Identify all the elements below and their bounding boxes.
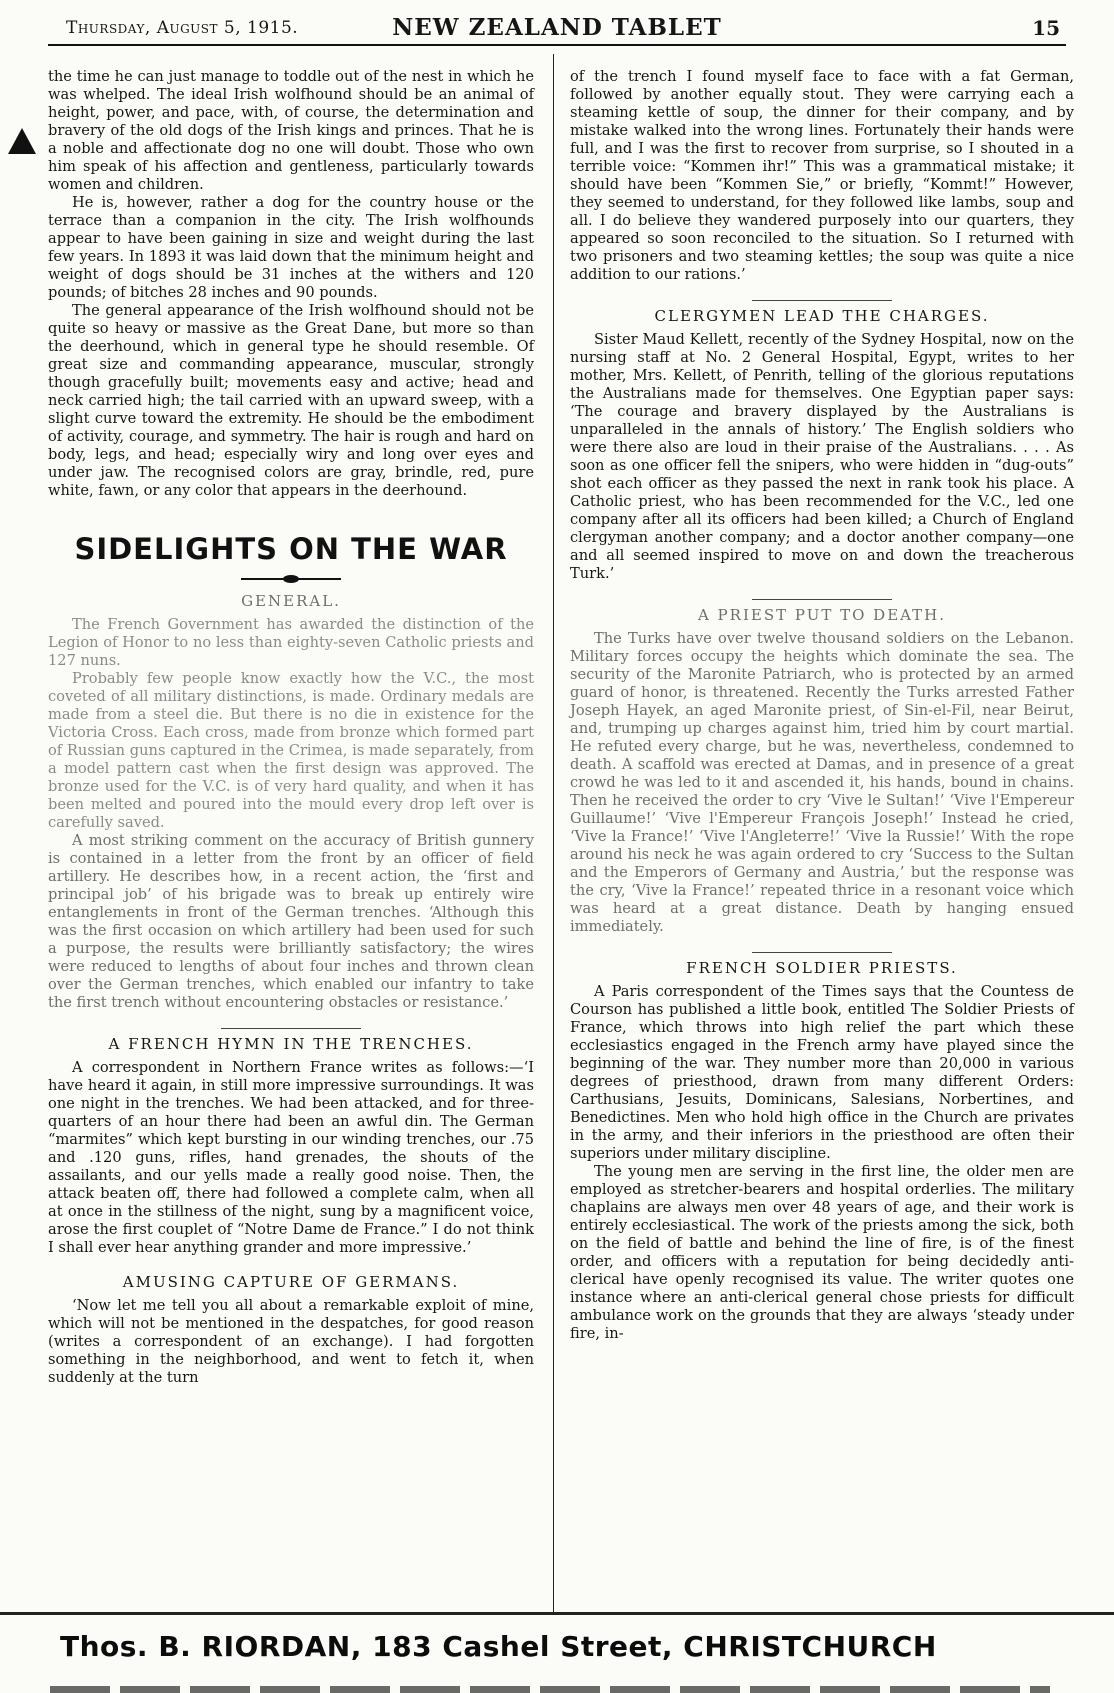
article-paragraph: A Paris correspondent of the Times says that the Countess de Courson has published a little book, entitled The Soldier Priests of France, which throws into high relief the part which these ecclesiastics engaged in the French army have played since the beginning of the war. They number more than 20,000 in various degrees of priesthood, drawn from many different Orders: Carthusians, Jesuits, Dominicans, Salesians, Norbertines, and Benedictines. Men who hold high office in the Church are privates in the army, and their inferiors in the priesthood are often their superiors under military discipline.: [570, 983, 1074, 1162]
article-paragraph: A correspondent in Northern France writes as follows:—‘I have heard it again, in still more impressive surroundings. It was one night in the trenches. We had been attacked, and for three-quarters of an hour there had been an awful din. The German “marmites” which kept bursting in our winding trenches, our .75 and .120 guns, rifles, hand grenades, the shouts of the assailants, and our yells made a really good noise. Then, the attack beaten off, there had followed a complete calm, when all at once in the stillness of the night, sung by a magnificent voice, arose the first couplet of “Notre Dame de France.” I do not think I shall ever hear anything grander and more impressive.’: [48, 1059, 534, 1256]
divider: [752, 599, 892, 600]
subheading-clergy: [570, 300, 1074, 325]
page-number: 15: [1032, 16, 1060, 40]
wolfhound-paragraph: The general appearance of the Irish wolfhound should not be quite so heavy or massive as the Great Dane, but more so than the deerhound, which in general type he should resemble. Of great size and commanding appearance, muscular, strongly though gracefully built; movements easy and active; head and neck carried high; the tail carried with an upward sweep, with a slight curve toward the extremity. He should be the embodiment of activity, courage, and symmetry. The hair is rough and hard on body, legs, and head; especially wiry and long over eyes and under jaw. The recognised colors are gray, brindle, red, pure white, fawn, or any color that appears in the deerhound.: [48, 302, 534, 499]
subheading-hymn-text: A FRENCH HYMN IN THE TRENCHES.: [108, 1035, 474, 1053]
right-column: [570, 68, 1074, 1343]
subheading-soldier: [570, 952, 1074, 977]
subheading-priest-text: A PRIEST PUT TO DEATH.: [697, 606, 947, 624]
article-paragraph: The Turks have over twelve thousand soldiers on the Lebanon. Military forces occupy the heights which dominate the sea. The security of the Maronite Patriarch, who is protected by an armed guard of honor, is threatened. Recently the Turks arrested Father Joseph Hayek, an aged Maronite priest, of Sin-el-Fil, near Beirut, and, trumping up charges against him, tried him by court martial. He refuted every charge, but he was, nevertheless, condemned to death. A scaffold was erected at Damas, and in presence of a great crowd he was led to it and ascended it, his hands, bound in chains. Then he received the order to cry ‘Vive le Sultan!’ ‘Vive l'Empereur Guillaume!’ ‘Vive l'Empereur François Joseph!’ Instead he cried, ‘Vive la France!’ ‘Vive l'Angleterre!’ ‘Vive la Russie!’ With the rope around his neck he was again ordered to cry ‘Success to the Sultan and the Emperors of Germany and Austria,’ but the response was the cry, ‘Vive la France!’ repeated thrice in a resonant voice which was heard at a great distance. Death by hanging ensued immediately.: [570, 630, 1074, 935]
footer-rule: [0, 1612, 1114, 1615]
article-paragraph: of the trench I found myself face to face with a fat German, followed by another equally stout. They were carrying each a steaming kettle of soup, the dinner for their company, and by mistake walked into the wrong lines. Fortunately their hands were full, and I was the first to recover from surprise, so I shouted in a terrible voice: “Kommen ihr!” This was a grammatical mistake; it should have been “Kommen Sie,” or briefly, “Kommt!” However, they seemed to understand, for they followed like lambs, soup and all. I do believe they wandered purposely into our quarters, they appeared so soon reconciled to the situation. So I returned with two prisoners and two steaming kettles; the soup was quite a nice addition to our rations.’: [570, 68, 1074, 283]
article-paragraph: The young men are serving in the first line, the older men are employed as stretcher-bearers and hospital orderlies. The military chaplains are always men over 48 years of age, and their work is entirely ecclesiastical. The work of the priests among the sick, both on the field of battle and behind the line of fire, is of the finest order, and officers with a reputation for being decidedly anti-clerical have openly recognised its value. The writer quotes one instance where an anti-clerical general chose priests for difficult ambulance work on the grounds that they are always ‘steady under fire, in-: [570, 1163, 1074, 1342]
footer-advert: Thos. B. RIORDAN, 183 Cashel Street, CHRISTCHURCH: [60, 1630, 937, 1663]
issue-date: Thursday, August 5, 1915.: [66, 18, 299, 38]
margin-pointer-icon: [8, 128, 36, 154]
subheading-capture: AMUSING CAPTURE OF GERMANS.: [122, 1273, 460, 1291]
divider: [752, 300, 892, 301]
subheading-soldier-text: FRENCH SOLDIER PRIESTS.: [686, 959, 958, 977]
left-column: [48, 68, 534, 1387]
article-paragraph: The French Government has awarded the distinction of the Legion of Honor to no less than eighty-seven Catholic priests and 127 nuns.: [48, 616, 534, 669]
subheading-hymn: [48, 1028, 534, 1053]
subheading-clergy-text: CLERGYMEN LEAD THE CHARGES.: [654, 307, 990, 325]
subheading-priest: [570, 599, 1074, 624]
title-ornament-icon: [241, 576, 341, 582]
masthead-title: NEW ZEALAND TABLET: [392, 14, 722, 41]
article-paragraph: Sister Maud Kellett, recently of the Sydney Hospital, now on the nursing staff at No. 2 General Hospital, Egypt, writes to her mother, Mrs. Kellett, of Penrith, telling of the glorious reputations the Australians made for themselves. One Egyptian paper says: ‘The courage and bravery displayed by the Australians is unparalleled in the annals of history.’ The English soldiers who were there also are loud in their praise of the Australians. . . . As soon as one officer fell the snipers, who were hidden in “dug-outs” shot each officer as they passed the next in rank took his place. A Catholic priest, who has been recommended for the V.C., led one company after all its officers had been killed; a Church of England clergyman another company; and a doctor another company—one and all seemed inspired to move on and down the treacherous Turk.’: [570, 331, 1074, 582]
subheading-general: GENERAL.: [241, 592, 341, 610]
page-header: [48, 12, 1066, 46]
article-paragraph: Probably few people know exactly how the V.C., the most coveted of all military distinctions, is made. Ordinary medals are made from a steel die. But there is no die in existence for the Victoria Cross. Each cross, made from bronze which formed part of Russian guns captured in the Crimea, is made separately, from a model pattern cast when the first design was approved. The bronze used for the V.C. is of very hard quality, and when it has been melted and poured into the mould every drop left over is carefully saved.: [48, 670, 534, 831]
divider: [752, 952, 892, 953]
wolfhound-paragraph: the time he can just manage to toddle out of the nest in which he was whelped. The ideal Irish wolfhound should be an animal of height, power, and pace, with, of course, the determination and bravery of the old dogs of the Irish kings and princes. That he is a noble and affectionate dog no one will doubt. Those who own him speak of his affection and gentleness, particularly towards women and children.: [48, 68, 534, 193]
wolfhound-paragraph: He is, however, rather a dog for the country house or the terrace than a companion in the city. The Irish wolfhounds appear to have been gaining in size and weight during the last few years. In 1893 it was laid down that the minimum height and weight of dogs should be 31 inches at the withers and 120 pounds; of bitches 28 inches and 90 pounds.: [48, 194, 534, 301]
article-paragraph: A most striking comment on the accuracy of British gunnery is contained in a letter from the front by an officer of field artillery. He describes how, in a recent action, the ‘first and principal job’ of his brigade was to break up entirely wire entanglements in front of the German trenches. ‘Although this was the first occasion on which artillery had been used for such a purpose, the results were brilliantly satisfactory; the wires were reduced to lengths of about four inches and thrown clean over the German trenches, which enabled our infantry to take the first trench without encountering obstacles or resistance.’: [48, 832, 534, 1011]
section-title: SIDELIGHTS ON THE WAR: [74, 532, 508, 566]
column-divider: [553, 54, 554, 1614]
article-paragraph: ‘Now let me tell you all about a remarkable exploit of mine, which will not be mentioned in the despatches, for good reason (writes a correspondent of an exchange). I had forgotten something in the neighborhood, and went to fetch it, when suddenly at the turn: [48, 1297, 534, 1386]
divider: [221, 1028, 361, 1029]
footer-cut-line: [50, 1686, 1050, 1693]
